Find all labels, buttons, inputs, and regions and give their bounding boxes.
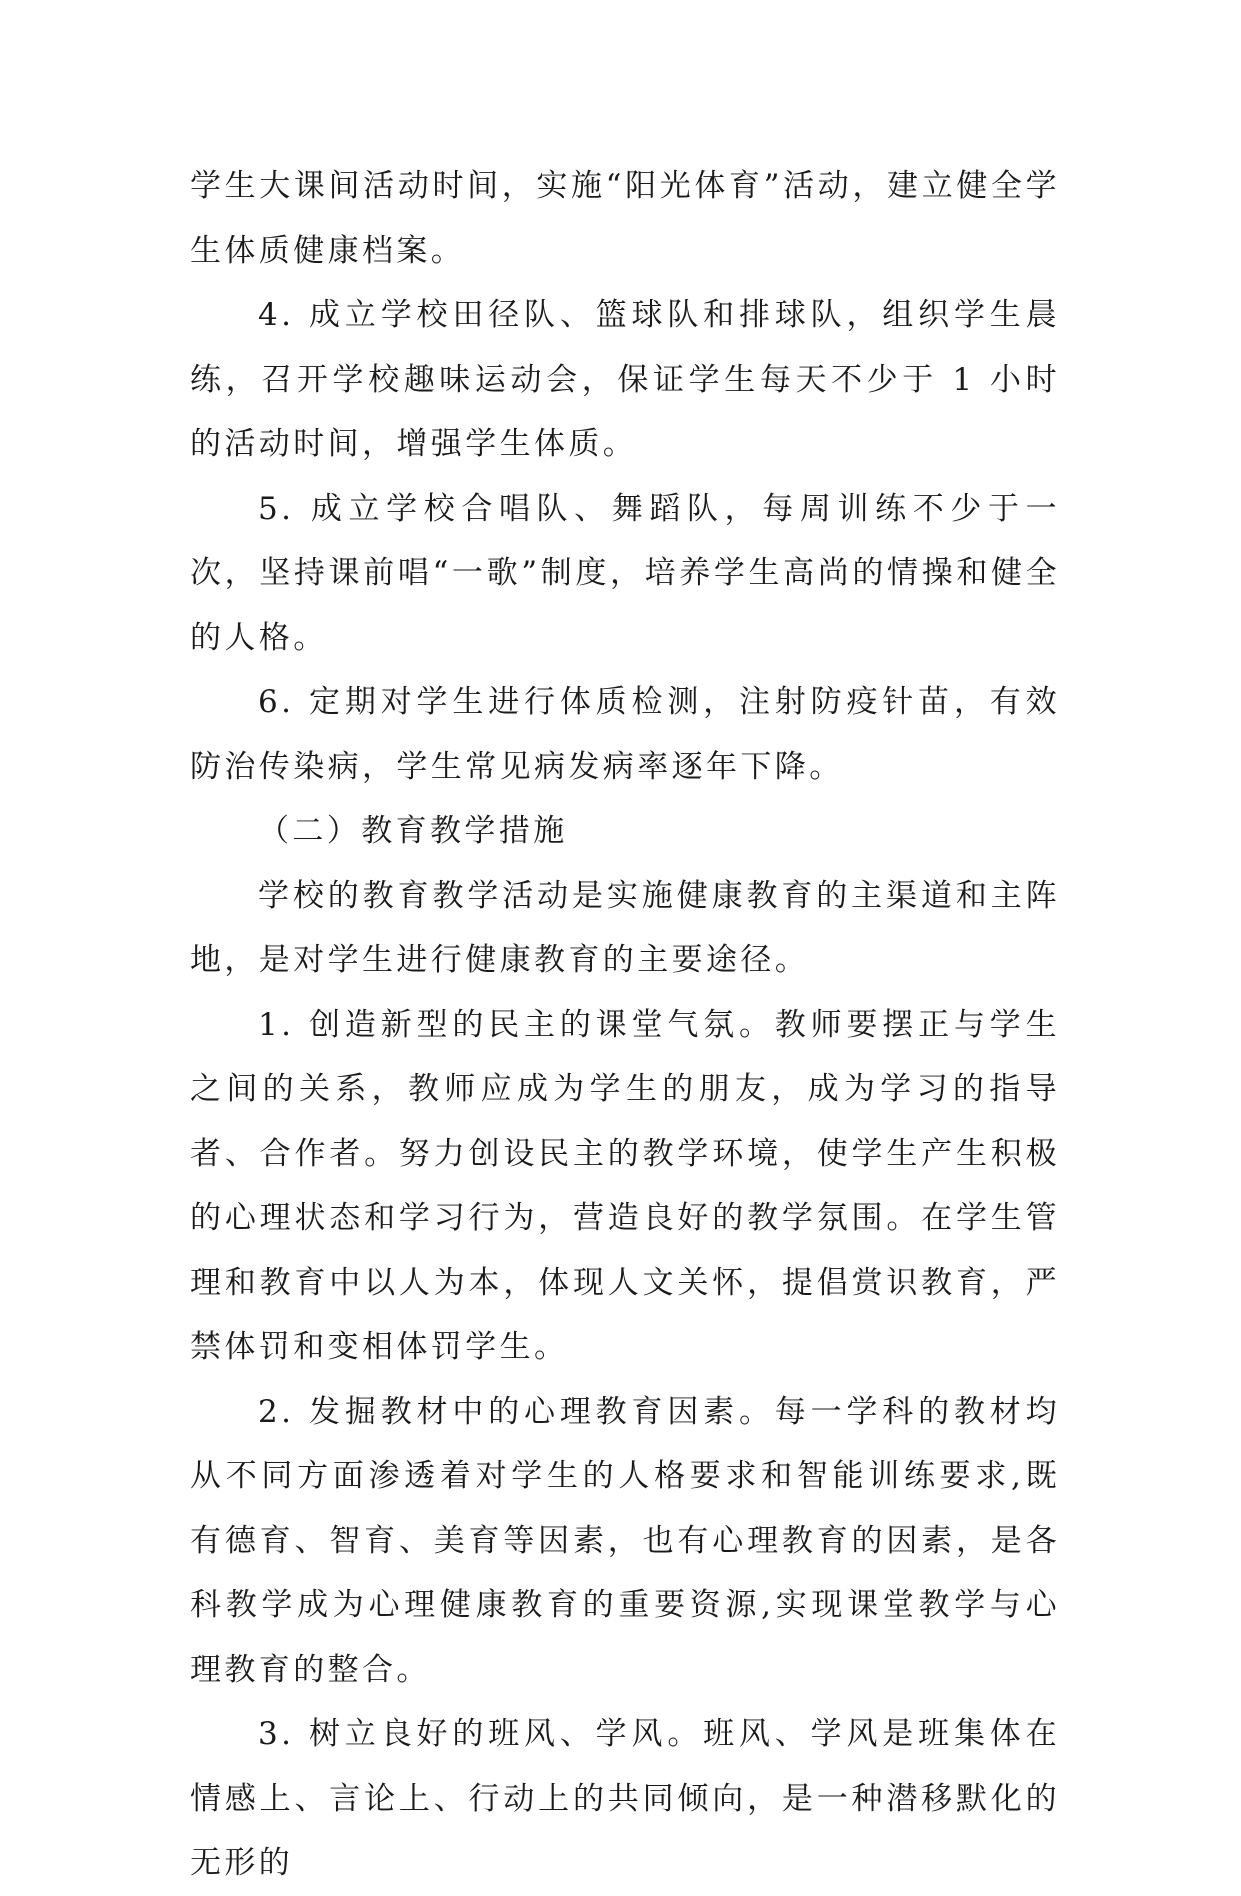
paragraph-item-2: 2. 发掘教材中的心理教育因素。每一学科的教材均从不同方面渗透着对学生的人格要求和智能训练要求,既有德育、智育、美育等因素，也有心理教育的因素，是各科教学成为心理健康教育的重要资源,实现课堂教学与心理教育的整合。 — [190, 1393, 1060, 1688]
paragraph-item-4: 4. 成立学校田径队、篮球队和排球队，组织学生晨练，召开学校趣味运动会，保证学生每天不少于 1 小时的活动时间，增强学生体质。 — [190, 297, 1060, 462]
paragraph-continuation: 学生大课间活动时间，实施“阳光体育”活动，建立健全学生体质健康档案。 — [190, 168, 1060, 269]
document-body — [190, 154, 1060, 1896]
paragraph-intro: 学校的教育教学活动是实施健康教育的主渠道和主阵地，是对学生进行健康教育的主要途径。 — [190, 877, 1060, 978]
section-heading: （二）教育教学措施 — [258, 813, 568, 849]
paragraph-item-1: 1. 创造新型的民主的课堂气氛。教师要摆正与学生之间的关系，教师应成为学生的朋友，成为学习的指导者、合作者。努力创设民主的教学环境，使学生产生积极的心理状态和学习行为，营造良好的教学氛围。在学生管理和教育中以人为本，体现人文关怀，提倡赏识教育，严禁体罚和变相体罚学生。 — [190, 1006, 1060, 1365]
paragraph-item-3: 3. 树立良好的班风、学风。班风、学风是班集体在情感上、言论上、行动上的共同倾向，是一种潜移默化的无形的 — [190, 1716, 1060, 1881]
paragraph-item-6: 6. 定期对学生进行体质检测，注射防疫针苗，有效防治传染病，学生常见病发病率逐年下降。 — [190, 684, 1060, 785]
paragraph-item-5: 5. 成立学校合唱队、舞蹈队，每周训练不少于一次，坚持课前唱“一歌”制度，培养学生高尚的情操和健全的人格。 — [190, 490, 1060, 656]
